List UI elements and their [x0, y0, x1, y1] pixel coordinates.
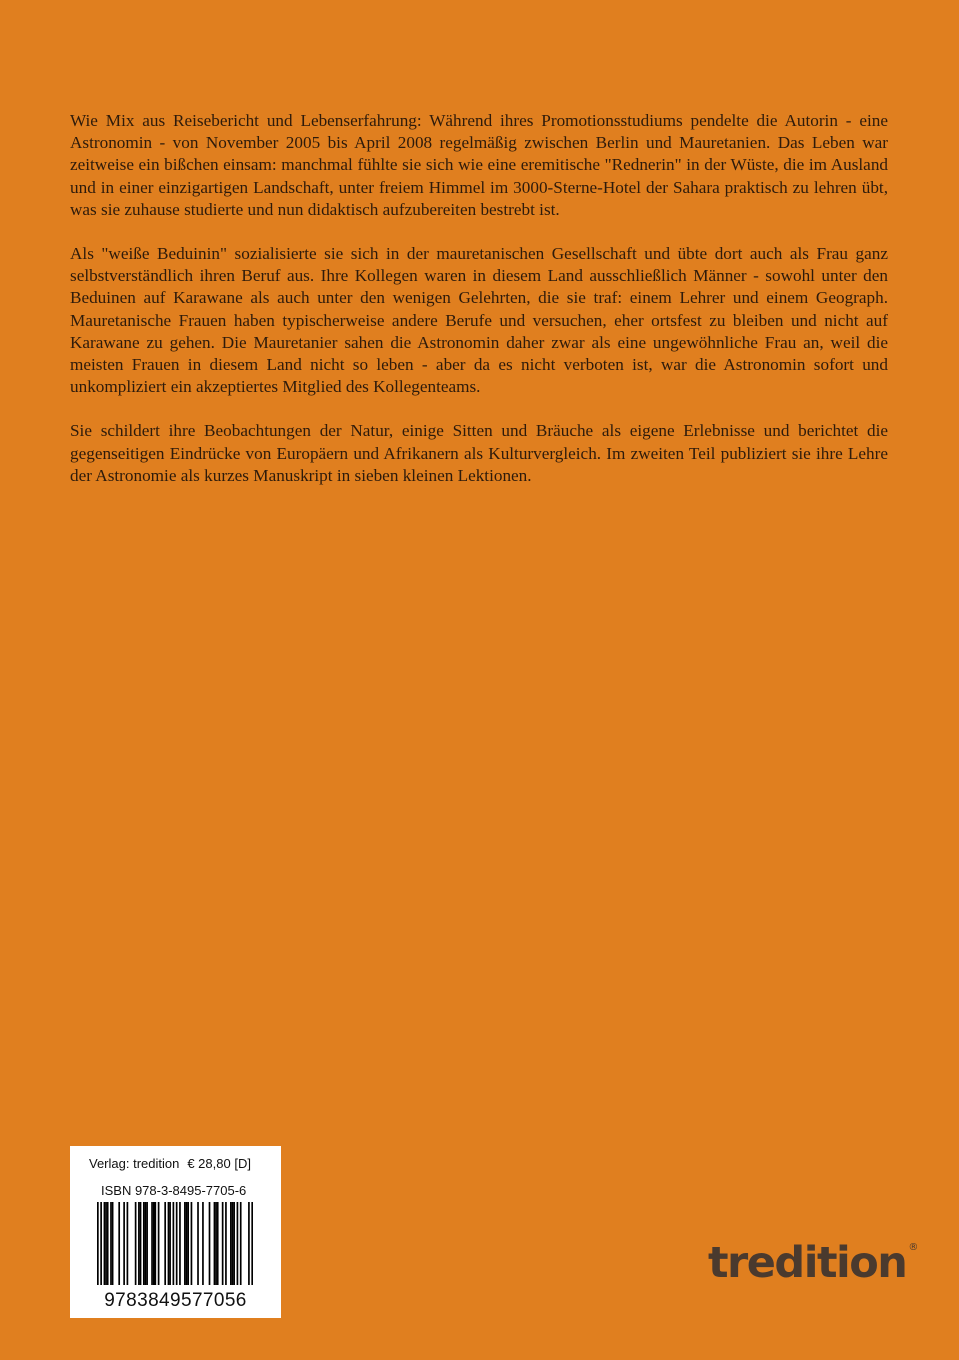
barcode-bar: [240, 1202, 242, 1285]
barcode-bar: [127, 1202, 129, 1285]
barcode-bar: [214, 1202, 216, 1285]
isbn-label: ISBN 978-3-8495-7705-6: [101, 1183, 247, 1198]
barcode-bar: [112, 1202, 114, 1285]
barcode-bar: [110, 1202, 112, 1285]
barcode-bar: [145, 1202, 147, 1285]
blurb-paragraph-1: Wie Mix aus Reisebericht und Lebenserfahrung: Während ihres Promotionsstudiums pendelte die Autorin - eine Astronomin - von November 2005 bis April 2008 regelmäßig zwischen Berlin und Mauretanien. Das Leben war zeitweise ein bißchen einsam: manchmal fühlte sie sich wie eine eremitische "Rednerin" in der Wüste, die im Ausland und in einer einzigartigen Landschaft, unter freiem Himmel im 3000-Sterne-Hotel der Sahara praktisch zu lehren übt, was sie zuhause studierte und nun didaktisch aufzubereiten bestrebt ist.: [70, 111, 888, 219]
blurb-paragraph-2: Als "weiße Beduinin" sozialisierte sie sich in der mauretanischen Gesellschaft und übte dort auch als Frau ganz selbstverständlich ihren Beruf aus. Ihre Kollegen waren in diesem Land ausschließlich Männer - sowohl unter den Beduinen auf Karawane als auch unter den wenigen Gelehrten, die sie traf: einem Lehrer und einem Geograph. Mauretanische Frauen haben typischerweise andere Berufe und versuchen, eher ortsfest zu bleiben und nicht auf Karawane zu gehen. Die Mauretanier sahen die Astronomin daher zwar als eine ungewöhnliche Frau an, weil die meisten Frauen in diesem Land nicht so leben - aber da es nicht verboten ist, war die Astronomin sofort und unkompliziert ein akzeptiertes Mitglied des Kollegenteams.: [70, 244, 888, 397]
barcode-bar: [251, 1202, 253, 1285]
barcode-bar: [179, 1202, 181, 1285]
barcode-bar: [168, 1202, 170, 1285]
barcode-bar: [232, 1202, 234, 1285]
barcode-bar: [197, 1202, 199, 1285]
barcode-bar: [184, 1202, 186, 1285]
barcode-bar: [225, 1202, 227, 1285]
barcode-bar: [123, 1202, 125, 1285]
barcode-bar: [154, 1202, 156, 1285]
blurb-paragraph-3: Sie schildert ihre Beobachtungen der Natur, einige Sitten und Bräuche als eigene Erlebnisse und berichtet die gegenseitigen Eindrücke von Europäern und Afrikanern als Kulturvergleich. Im zweiten Teil publiziert sie ihre Lehre der Astronomie als kurzes Manuskript in sieben kleinen Lektionen.: [70, 421, 888, 485]
barcode-digits: 9783849577056: [104, 1290, 247, 1311]
barcode-bar: [173, 1202, 175, 1285]
barcode-bar: [104, 1202, 106, 1285]
barcode-bar: [140, 1202, 142, 1285]
tredition-logo: [708, 1238, 919, 1288]
price-label: € 28,80 [D]: [187, 1156, 251, 1171]
barcode-bar: [222, 1202, 224, 1285]
barcode-bar: [138, 1202, 140, 1285]
barcode-bar: [135, 1202, 137, 1285]
barcode-bar: [169, 1202, 171, 1285]
barcode-bar: [176, 1202, 178, 1285]
barcode-bar: [153, 1202, 155, 1285]
barcode-image: [97, 1202, 253, 1285]
barcode-bar: [118, 1202, 120, 1285]
barcode-bar: [202, 1202, 204, 1285]
barcode-bar: [158, 1202, 160, 1285]
blurb-text: [70, 110, 888, 509]
registered-mark-icon: ®: [908, 1242, 919, 1253]
barcode-bar: [100, 1202, 102, 1285]
logo-wordmark: tredition: [708, 1238, 907, 1288]
barcode-bar: [248, 1202, 250, 1285]
publisher-price-line: [89, 1156, 251, 1171]
barcode-bar: [143, 1202, 145, 1285]
barcode-bar: [186, 1202, 188, 1285]
publisher-label: Verlag: tredition: [89, 1156, 180, 1171]
barcode-bar: [105, 1202, 107, 1285]
barcode-bar: [215, 1202, 217, 1285]
barcode-bar: [164, 1202, 166, 1285]
barcode-bar: [191, 1202, 193, 1285]
barcode-bar: [209, 1202, 211, 1285]
barcode-bar: [233, 1202, 235, 1285]
isbn-price-box: [70, 1146, 281, 1318]
barcode-bar: [217, 1202, 219, 1285]
barcode-bar: [97, 1202, 99, 1285]
barcode-bar: [151, 1202, 153, 1285]
barcode-bar: [187, 1202, 189, 1285]
barcode-bar: [146, 1202, 148, 1285]
barcode-bar: [237, 1202, 239, 1285]
barcode-bar: [230, 1202, 232, 1285]
barcode-bar: [107, 1202, 109, 1285]
